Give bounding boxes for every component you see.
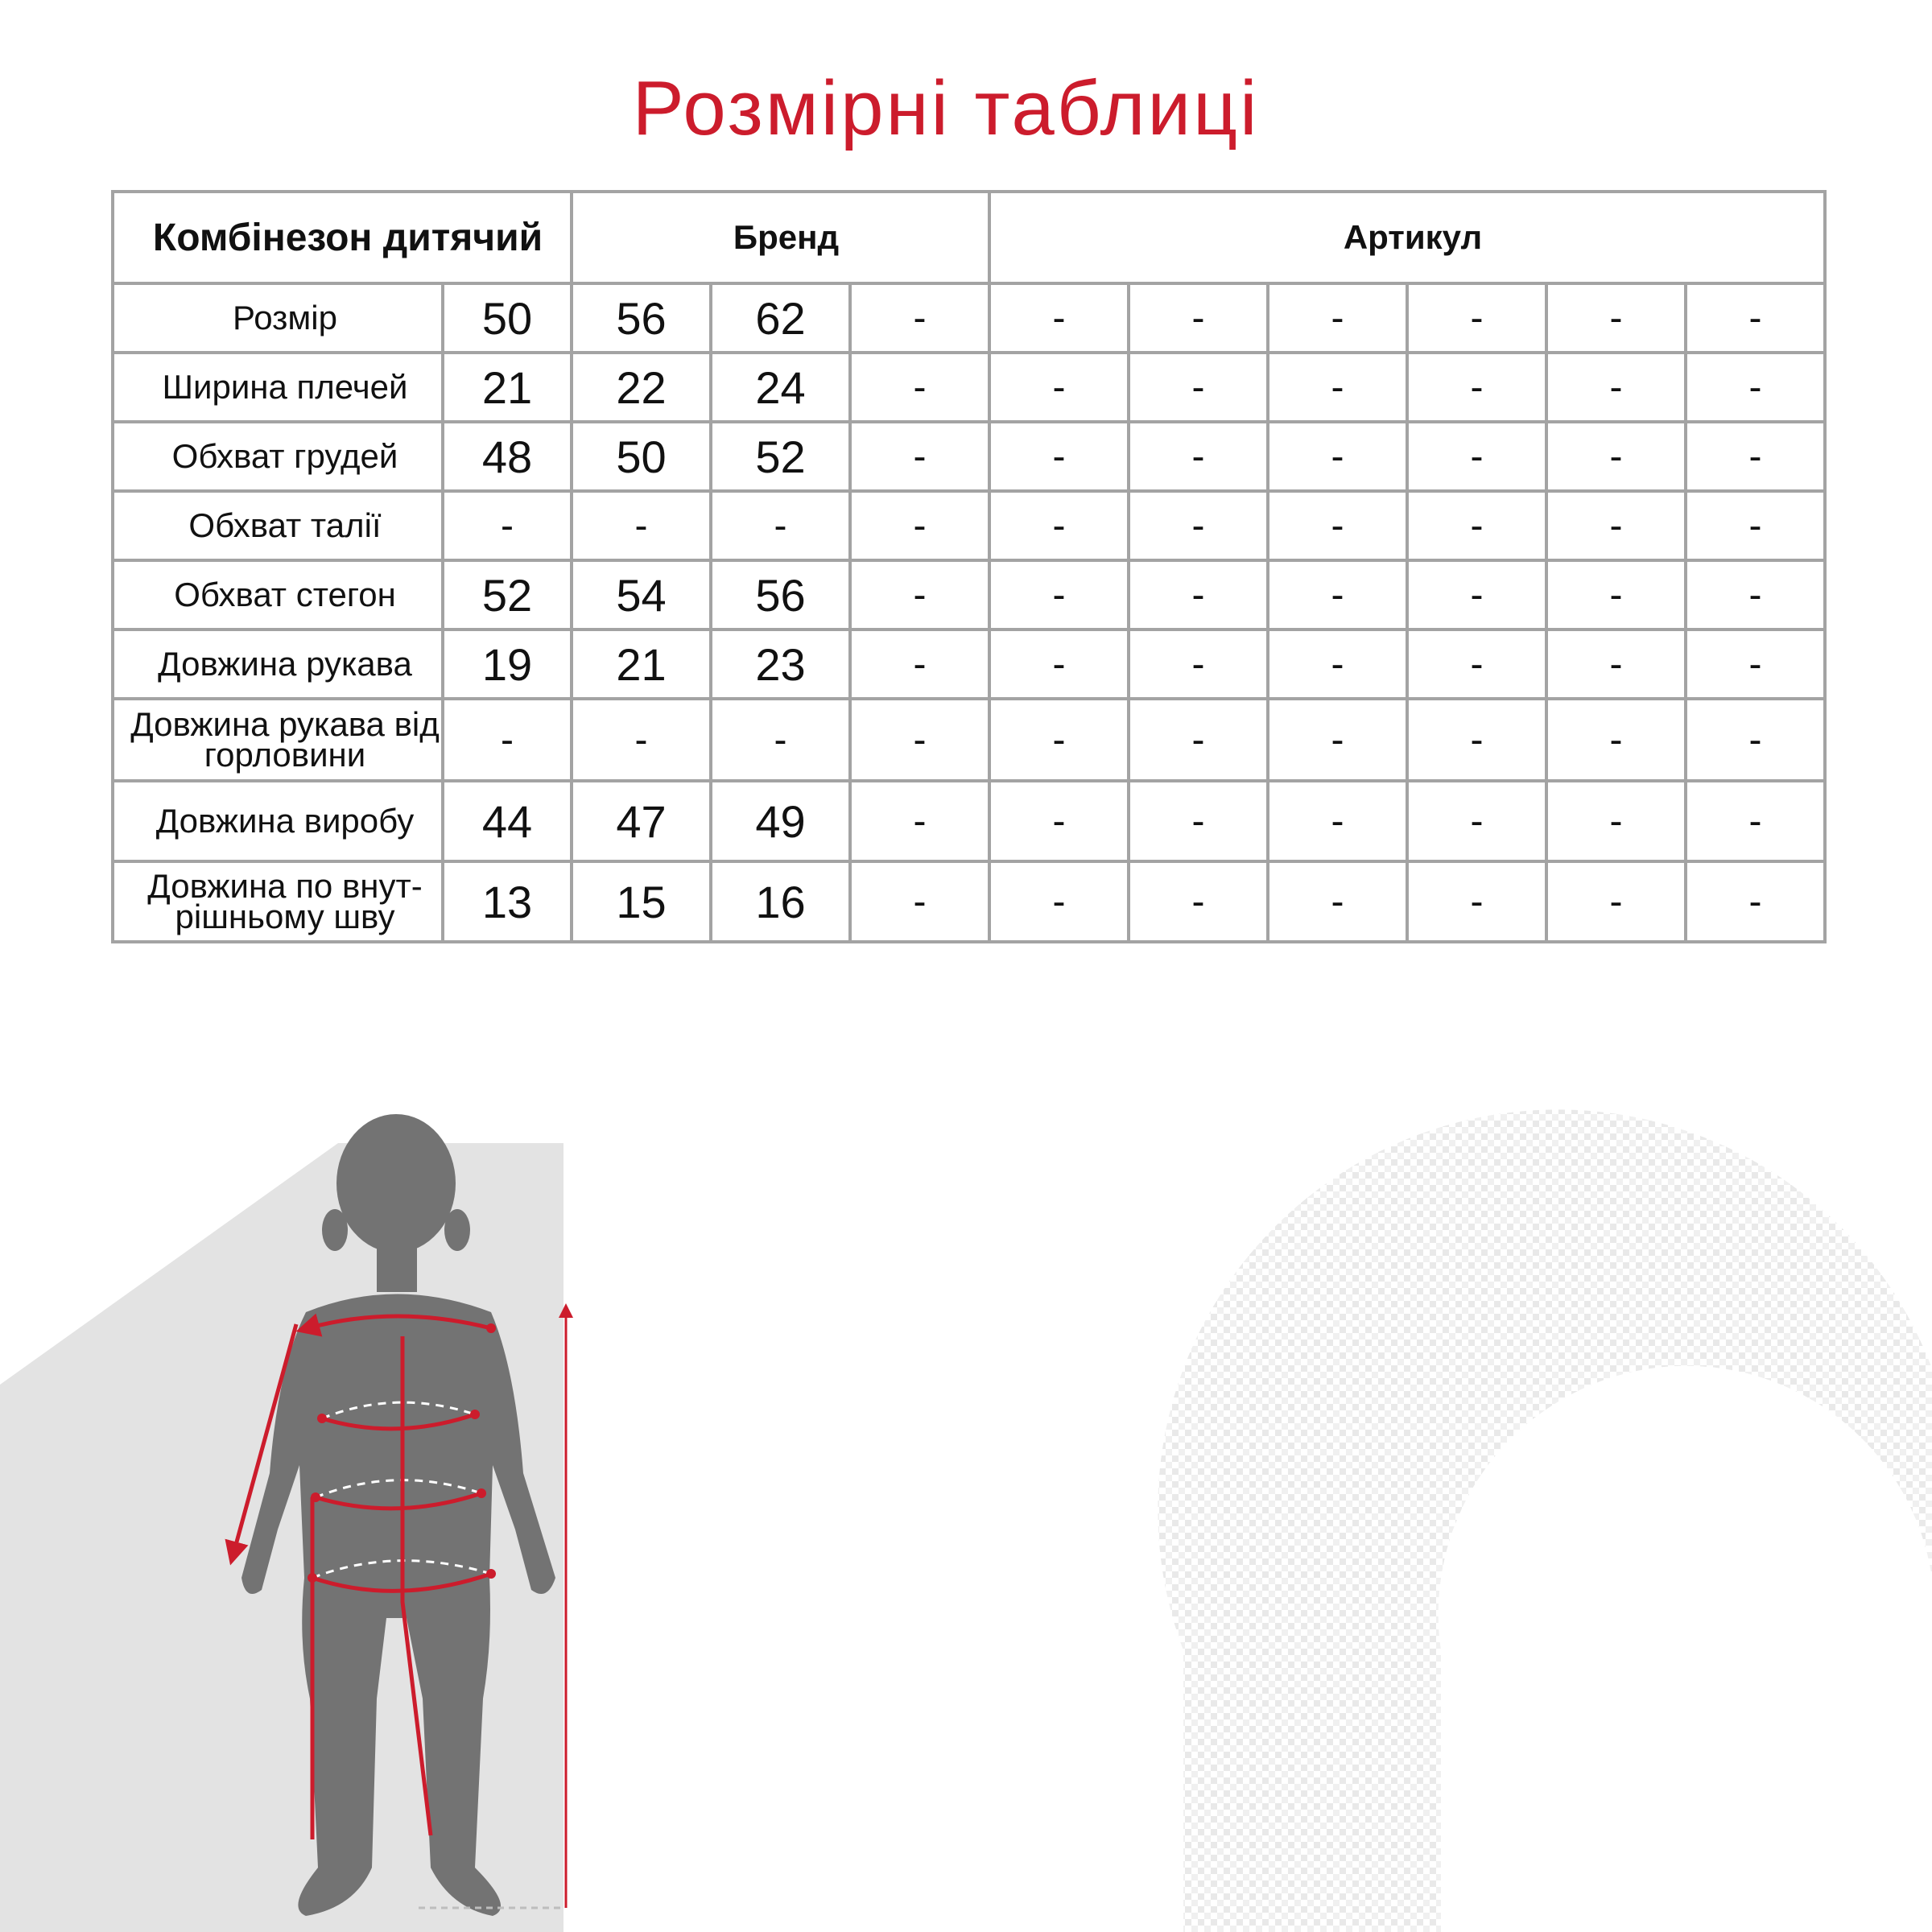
table-cell: 15 [572,861,711,942]
table-cell: - [1129,861,1268,942]
table-cell: 54 [572,560,711,630]
table-cell: - [1407,491,1546,560]
table-cell: - [1546,781,1686,861]
table-cell: - [1407,560,1546,630]
row-label: Обхват талії [113,491,443,560]
table-cell: - [1129,491,1268,560]
table-cell: - [1268,781,1407,861]
table-cell: - [1686,353,1825,422]
table-cell: - [1129,422,1268,491]
table-cell: - [1546,699,1686,781]
table-cell: - [1129,560,1268,630]
table-cell: - [850,630,989,699]
table-cell: - [989,699,1129,781]
table-row [113,630,1825,699]
table-cell: - [1407,781,1546,861]
table-cell: - [1407,699,1546,781]
row-label: Ширина плечей [113,353,443,422]
table-cell: - [1546,422,1686,491]
table-cell: - [1546,861,1686,942]
size-table [111,190,1827,943]
embroidery-arch-ornament [1158,1109,1932,1932]
table-cell: - [989,781,1129,861]
table-cell: - [1546,630,1686,699]
page-title: Розмірні таблиці [632,65,1260,151]
table-cell: 24 [711,353,850,422]
table-row [113,560,1825,630]
table-cell: - [850,283,989,353]
table-cell: - [1268,283,1407,353]
table-cell: - [989,283,1129,353]
table-cell: - [1546,560,1686,630]
table-cell: 56 [711,560,850,630]
table-cell: - [1129,699,1268,781]
table-row [113,781,1825,861]
table-cell: - [1407,422,1546,491]
table-row [113,422,1825,491]
table-cell: - [1686,560,1825,630]
table-cell: 22 [572,353,711,422]
table-cell: 44 [443,781,572,861]
measurement-illustration [0,1046,1932,1932]
table-cell: - [1686,861,1825,942]
table-cell: - [989,353,1129,422]
row-label: Довжина рукава від горловини [113,699,443,781]
table-cell: - [989,560,1129,630]
table-cell: - [1407,861,1546,942]
table-cell: - [989,491,1129,560]
table-cell: - [1686,491,1825,560]
table-cell: - [850,861,989,942]
table-cell: - [850,560,989,630]
table-cell: - [711,491,850,560]
table-cell: - [1407,283,1546,353]
table-cell: - [1268,699,1407,781]
table-cell: - [850,491,989,560]
table-cell: - [1129,781,1268,861]
row-label: Довжина по внут- рішньому шву [113,861,443,942]
table-cell: - [711,699,850,781]
table-cell: - [1129,630,1268,699]
table-cell: - [850,781,989,861]
table-row [113,491,1825,560]
table-cell: - [572,699,711,781]
table-cell: 50 [572,422,711,491]
table-cell: - [1686,781,1825,861]
row-label: Обхват грудей [113,422,443,491]
size-table-body [113,192,1825,942]
table-cell: 47 [572,781,711,861]
table-cell: - [1268,861,1407,942]
table-header-row [113,192,1825,283]
table-cell: 50 [443,283,572,353]
table-cell: - [1268,560,1407,630]
row-label: Розмір [113,283,443,353]
table-cell: - [443,699,572,781]
table-cell: - [989,630,1129,699]
row-label: Довжина рукава [113,630,443,699]
table-cell: 49 [711,781,850,861]
table-cell: - [1686,283,1825,353]
table-cell: - [1686,422,1825,491]
table-cell: 56 [572,283,711,353]
table-cell: 13 [443,861,572,942]
table-cell: - [1546,491,1686,560]
table-cell: 23 [711,630,850,699]
table-cell: - [1268,630,1407,699]
article-label: Артикул [989,192,1825,283]
table-cell: 21 [572,630,711,699]
table-cell: - [443,491,572,560]
row-label: Обхват стегон [113,560,443,630]
table-cell: 52 [443,560,572,630]
size-table-container [111,190,1827,943]
table-cell: 19 [443,630,572,699]
table-row [113,861,1825,942]
table-cell: - [850,353,989,422]
product-name: Комбінезон дитячий [113,192,572,283]
table-cell: - [1129,353,1268,422]
table-cell: - [1407,630,1546,699]
table-cell: - [1686,630,1825,699]
table-cell: - [1268,491,1407,560]
table-cell: - [572,491,711,560]
table-cell: 16 [711,861,850,942]
table-cell: - [1268,422,1407,491]
table-cell: - [989,422,1129,491]
table-cell: - [1268,353,1407,422]
table-cell: - [1129,283,1268,353]
table-cell: - [989,861,1129,942]
table-cell: 48 [443,422,572,491]
table-cell: - [850,422,989,491]
table-cell: - [1407,353,1546,422]
table-cell: 52 [711,422,850,491]
table-cell: - [1686,699,1825,781]
table-row [113,699,1825,781]
brand-label: Бренд [572,192,989,283]
row-label: Довжина виробу [113,781,443,861]
table-cell: - [1546,283,1686,353]
table-row [113,283,1825,353]
table-cell: - [1546,353,1686,422]
table-cell: - [850,699,989,781]
table-row [113,353,1825,422]
table-cell: 62 [711,283,850,353]
table-cell: 21 [443,353,572,422]
